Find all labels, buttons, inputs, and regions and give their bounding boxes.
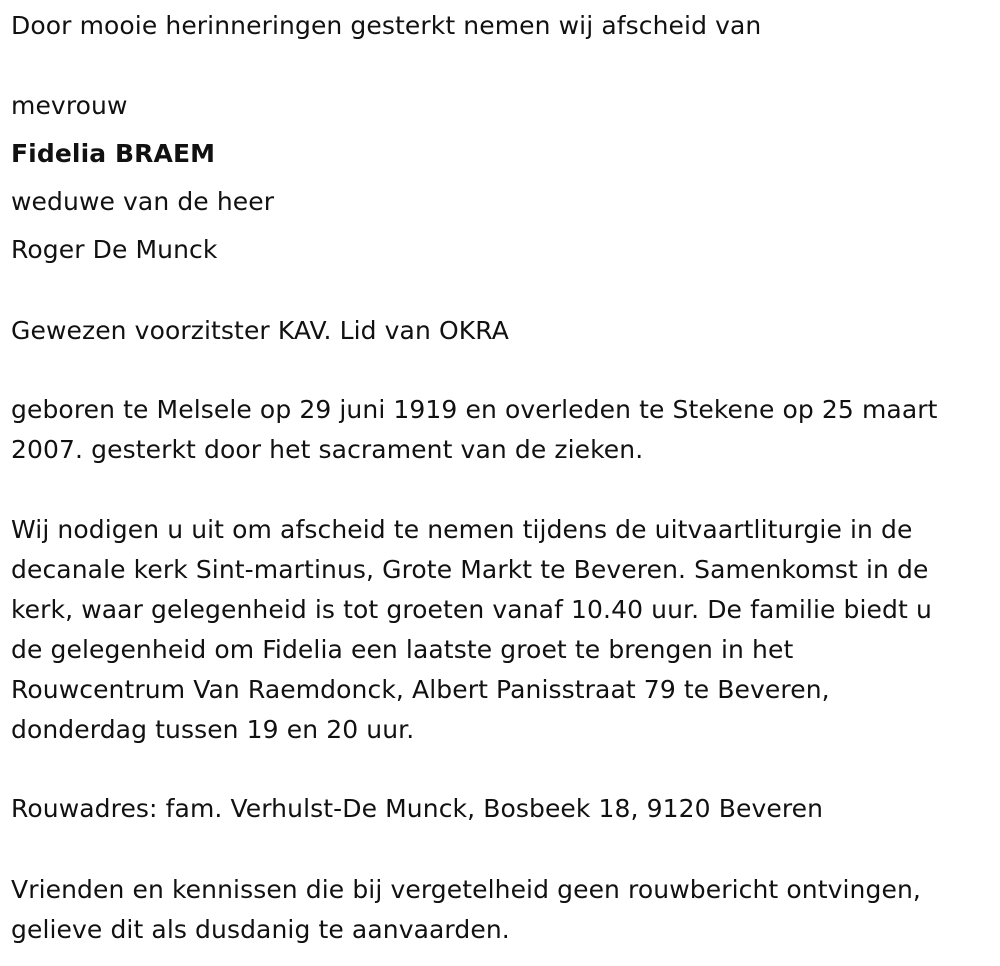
spouse-name: Roger De Munck <box>11 235 218 264</box>
invitation-line-4: de gelegenheid om Fidelia een laatste groet te brengen in het <box>11 635 794 664</box>
invitation-line-2: decanale kerk Sint-martinus, Grote Markt te Beveren. Samenkomst in de <box>11 555 929 584</box>
deceased-name: Fidelia BRAEM <box>11 139 216 168</box>
birth-death-line-1: geboren te Melsele op 29 juni 1919 en overleden te Stekene op 25 maart <box>11 395 938 424</box>
memberships-text: Gewezen voorzitster KAV. Lid van OKRA <box>11 316 509 345</box>
honorific: mevrouw <box>11 91 128 120</box>
invitation-line-1: Wij nodigen u uit om afscheid te nemen tijdens de uitvaartliturgie in de <box>11 515 913 544</box>
mourning-address: Rouwadres: fam. Verhulst-De Munck, Bosbeek 18, 9120 Beveren <box>11 794 824 823</box>
widow-of-text: weduwe van de heer <box>11 187 275 216</box>
invitation-line-5: Rouwcentrum Van Raemdonck, Albert Panisstraat 79 te Beveren, <box>11 675 830 704</box>
invitation-line-6: donderdag tussen 19 en 20 uur. <box>11 715 415 744</box>
birth-death-line-2: 2007. gesterkt door het sacrament van de zieken. <box>11 435 644 464</box>
invitation-line-3: kerk, waar gelegenheid is tot groeten vanaf 10.40 uur. De familie biedt u <box>11 595 932 624</box>
closing-line-2: gelieve dit als dusdanig te aanvaarden. <box>11 915 510 944</box>
closing-line-1: Vrienden en kennissen die bij vergetelheid geen rouwbericht ontvingen, <box>11 875 921 904</box>
intro-text: Door mooie herinneringen gesterkt nemen wij afscheid van <box>11 11 762 40</box>
